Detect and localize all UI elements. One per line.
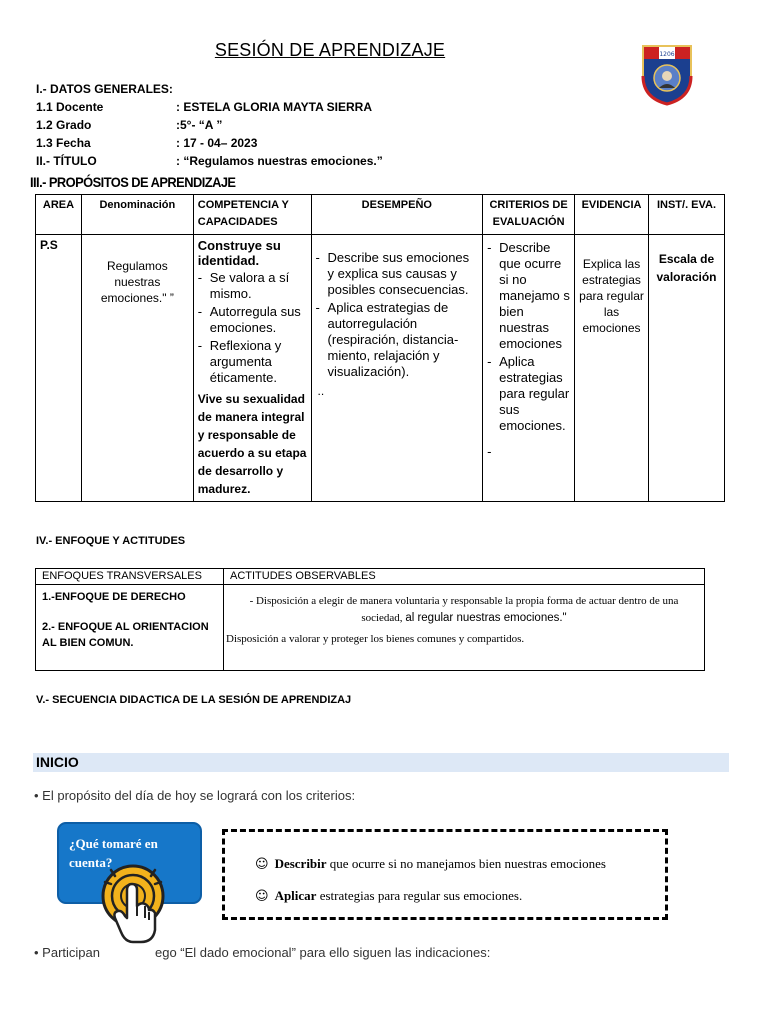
inicio-heading: INICIO (36, 754, 79, 770)
enfoque-derecho: 1.-ENFOQUE DE DERECHO (42, 591, 186, 603)
cell-instrumento (649, 235, 725, 502)
propositos-header-row (36, 195, 725, 235)
actitud-1 (230, 593, 698, 627)
criterio-1-text: que ocurre si no manejamos bien nuestras emociones (326, 856, 606, 871)
docente-value: : ESTELA GLORIA MAYTA SIERRA (176, 100, 373, 114)
participan-end: ego “El dado emocional” para ello siguen las indicaciones: (154, 945, 491, 960)
cell-evidencia (575, 235, 649, 502)
cell-denominacion (81, 235, 193, 502)
header-area: AREA (36, 195, 82, 235)
instrumento-text: Escala de valoración (656, 252, 717, 284)
competencia-extra: Vive su sexualidad de manera integral y responsable de acuerdo a su etapa de desarrollo y madurez. (197, 392, 307, 496)
actitud-2: Disposición a valorar y proteger los bienes comunes y compartidos. (226, 633, 525, 645)
inicio-bar (33, 753, 729, 772)
desempeno-extra: .. (317, 384, 325, 398)
table-row (36, 235, 725, 502)
smiley-icon: ☺ (255, 857, 269, 872)
grado-label: 1.2 Grado (36, 118, 92, 132)
docente-label: 1.1 Docente (36, 100, 104, 114)
actitud-1-text: - Disposición a elegir de manera voluntaria y responsable la propia forma de actuar dentro de una sociedad, (249, 595, 679, 624)
list-item: - Describe que ocurre si no manejamo s bien nuestras emociones (487, 240, 570, 352)
cell-criterios (483, 235, 575, 502)
page-title: SESIÓN DE APRENDIZAJE (214, 40, 446, 60)
header-actitudes: ACTITUDES OBSERVABLES (224, 569, 705, 585)
header-denominacion: Denominación (81, 195, 193, 235)
smiley-icon: ☺ (255, 889, 269, 904)
criterios-list (487, 240, 570, 434)
propositos-heading: III.- PROPÓSITOS DE APRENDIZAJE (30, 174, 236, 190)
actitud-1-tail: al regular nuestras emociones." (405, 612, 567, 624)
enfoque-table (35, 568, 705, 671)
cell-actitudes (224, 585, 705, 671)
crest-number: 1206 (659, 51, 675, 58)
propositos-table (35, 194, 725, 502)
enfoque-header-row (36, 569, 705, 585)
fecha-value: : 17 - 04– 2023 (176, 136, 258, 150)
criterio-2-verb: Aplicar (274, 888, 317, 903)
list-item: - Reflexiona y argumenta éticamente. (198, 338, 307, 386)
grado-value: :5°- “A ” (176, 118, 223, 132)
header-criterios: CRITERIOS DE EVALUACIÓN (483, 195, 575, 235)
titulo-label: II.- TÍTULO (36, 154, 97, 168)
pointing-hand-icon (97, 860, 169, 946)
criterio-1-verb: Describir (274, 856, 327, 871)
capacidades-list (198, 270, 307, 386)
header-instrumento: INST/. EVA. (649, 195, 725, 235)
participan-start: • Participan (34, 945, 100, 960)
header-evidencia: EVIDENCIA (575, 195, 649, 235)
list-item: - Autorregula sus emociones. (198, 304, 307, 336)
list-item: - Aplica estrategias para regular sus emociones. (487, 354, 570, 434)
enfoque-bien-comun: 2.- ENFOQUE AL ORIENTACION AL BIEN COMUN. (42, 621, 209, 649)
cell-enfoques (36, 585, 224, 671)
evidencia-text: Explica las estrategias para regular las emociones (579, 257, 644, 335)
proposito-bullet: • El propósito del día de hoy se logrará con los criterios: (34, 788, 356, 803)
list-item: - Describe sus emociones y explica sus causas y posibles consecuencias. (316, 250, 479, 298)
criterio-aplicar (255, 888, 522, 904)
header-competencia: COMPETENCIA Y CAPACIDADES (193, 195, 311, 235)
general-heading: I.- DATOS GENERALES: (36, 82, 173, 96)
header-enfoques: ENFOQUES TRANSVERSALES (36, 569, 224, 585)
criterio-describir (255, 856, 606, 872)
criteria-box (222, 829, 668, 920)
list-item: - Aplica estrategias de autorregulación (respiración, distancia-miento, relajación y visualización). (316, 300, 479, 380)
competencia-title: Construye su identidad. (197, 238, 281, 268)
list-item: - Se valora a sí mismo. (198, 270, 307, 302)
fecha-label: 1.3 Fecha (36, 136, 91, 150)
participan-bullet (34, 945, 490, 960)
cell-area: P.S (36, 235, 82, 502)
table-row (36, 585, 705, 671)
enfoque-heading: IV.- ENFOQUE Y ACTITUDES (36, 535, 186, 547)
desempeno-list (316, 250, 479, 380)
header-desempeno: DESEMPEÑO (311, 195, 483, 235)
denominacion-text: Regulamos nuestras emociones." ” (100, 259, 174, 305)
cell-competencia (193, 235, 311, 502)
secuencia-heading: V.- SECUENCIA DIDACTICA DE LA SESIÓN DE APRENDIZAJ (36, 694, 352, 706)
question-text: ¿Qué tomaré en cuenta? (69, 836, 158, 870)
cell-desempeno (311, 235, 483, 502)
criterio-2-text: estrategias para regular sus emociones. (316, 888, 523, 903)
school-crest-icon (640, 40, 694, 106)
titulo-value: : “Regulamos nuestras emociones.” (176, 154, 383, 168)
